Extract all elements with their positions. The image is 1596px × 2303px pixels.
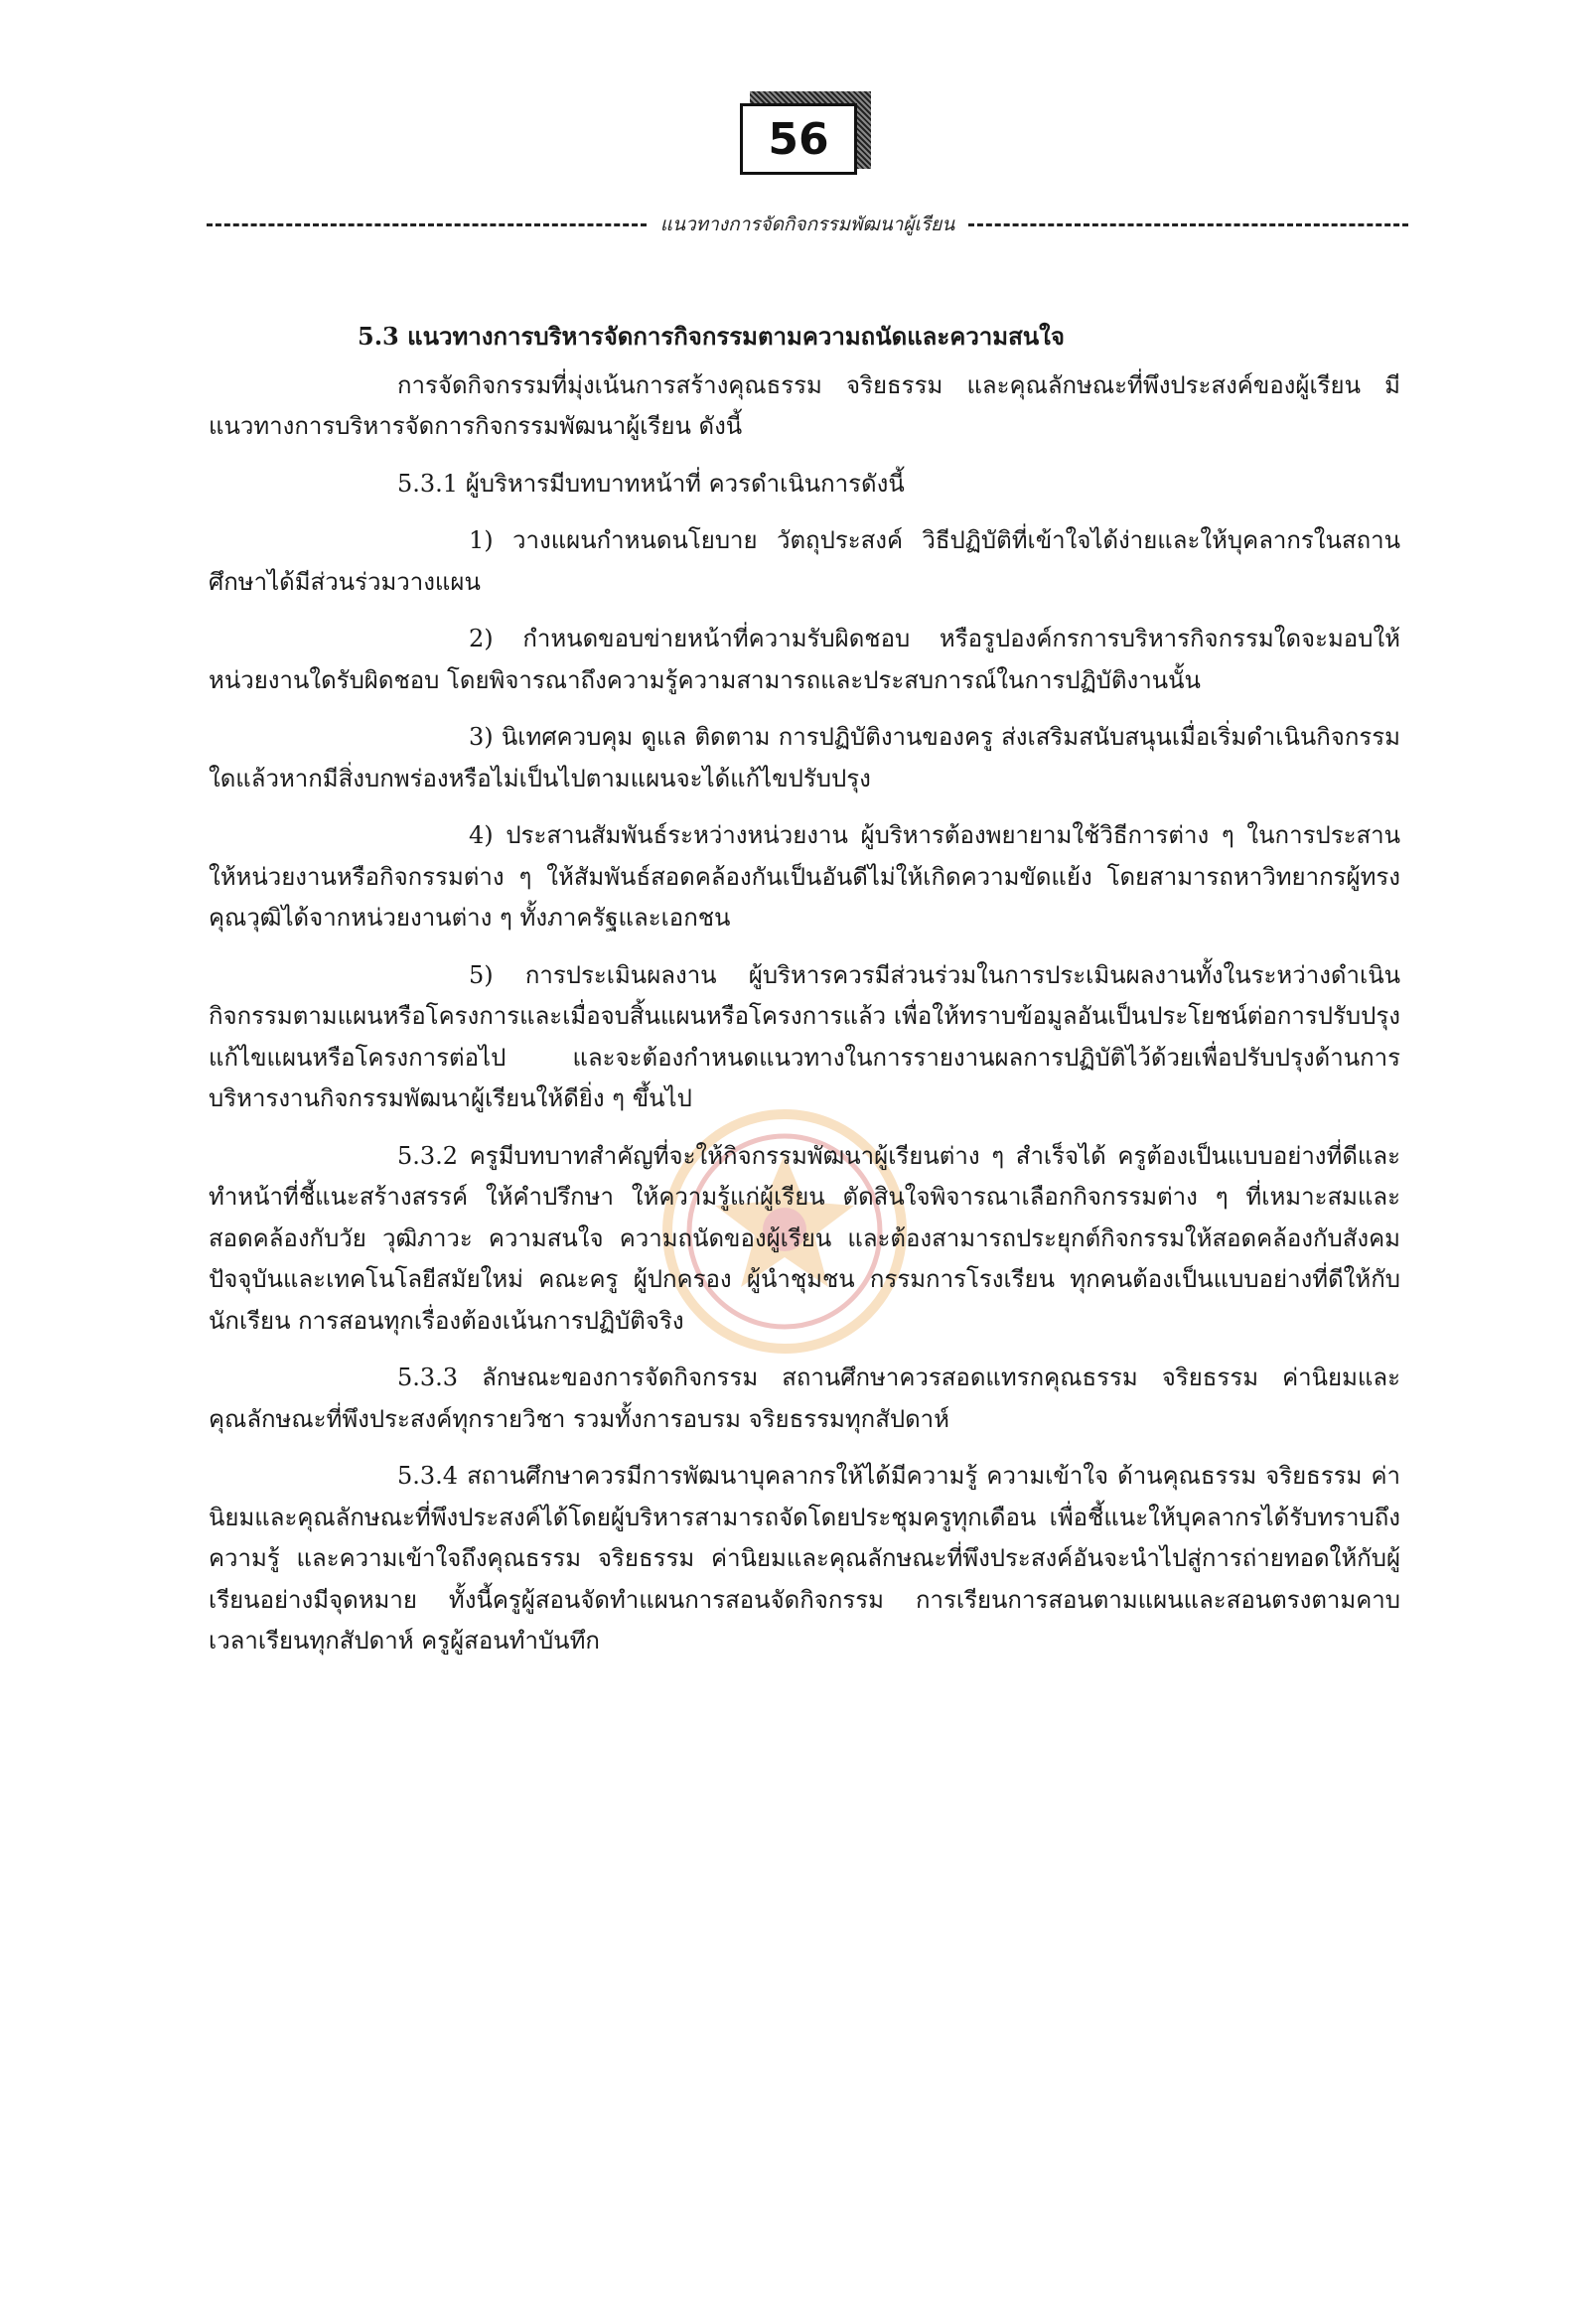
list-item: 4) ประสานสัมพันธ์ระหว่างหน่วยงาน ผู้บริหารต้องพยายามใช้วิธีการต่าง ๆ ในการประสานให้หน่วยงานหรือกิจกรรมต่าง ๆ ให้สัมพันธ์สอดคล้องกันเป็นอันดีไม่ให้เกิดความขัดแย้ง โดยสามารถหาวิทยากรผู้ทรงคุณวุฒิได้จากหน่วยงานต่าง ๆ ทั้งภาครัฐและเอกชน — [209, 821, 1400, 932]
running-header — [207, 211, 1408, 238]
list-item: 1) วางแผนกำหนดนโยบาย วัตถุประสงค์ วิธีปฏิบัติที่เข้าใจได้ง่ายและให้บุคลากรในสถานศึกษาได้มีส่วนร่วมวางแผน — [209, 526, 1400, 596]
header-rule-left — [207, 223, 647, 226]
section-heading: 5.3 แนวทางการบริหารจัดการกิจกรรมตามความถนัดและความสนใจ — [358, 322, 1065, 351]
list-item: 3) นิเทศควบคุม ดูแล ติดตาม การปฏิบัติงานของครู ส่งเสริมสนับสนุนเมื่อเริ่มดำเนินกิจกรรมใดแล้วหากมีสิ่งบกพร่องหรือไม่เป็นไปตามแผนจะได้แก้ไขปรับปรุง — [209, 723, 1400, 792]
subsection-5-3-3: 5.3.3 ลักษณะของการจัดกิจกรรม สถานศึกษาควรสอดแทรกคุณธรรม จริยธรรม ค่านิยมและคุณลักษณะที่พึงประสงค์ทุกรายวิชา รวมทั้งการอบรม จริยธรรมทุกสัปดาห์ — [209, 1364, 1400, 1433]
page-number-frame — [740, 99, 869, 179]
header-rule-right — [968, 223, 1408, 226]
running-header-title: แนวทางการจัดกิจกรรมพัฒนาผู้เรียน — [659, 214, 955, 235]
subsection-5-3-1: 5.3.1 ผู้บริหารมีบทบาทหน้าที่ ควรดำเนินการดังนี้ — [397, 469, 905, 498]
document-body — [209, 316, 1400, 1678]
subsection-5-3-4: 5.3.4 สถานศึกษาควรมีการพัฒนาบุคลากรให้ได้มีความรู้ ความเข้าใจ ด้านคุณธรรม จริยธรรม ค่านิยมและคุณลักษณะที่พึงประสงค์ได้โดยผู้บริหารสามารถจัดโดยประชุมครูทุกเดือน เพื่อชี้แนะให้บุคลากรได้รับทราบถึงความรู้ และความเข้าใจถึงคุณธรรม จริยธรรม ค่านิยมและคุณลักษณะที่พึงประสงค์อันจะนำไปสู่การถ่ายทอดให้กับผู้เรียนอย่างมีจุดหมาย ทั้งนี้ครูผู้สอนจัดทำแผนการสอนจัดกิจกรรม การเรียนการสอนตามแผนและสอนตรงตามคาบเวลาเรียนทุกสัปดาห์ ครูผู้สอนทำบันทึก — [209, 1462, 1400, 1655]
page-number: 56 — [740, 103, 857, 175]
subsection-5-3-2: 5.3.2 ครูมีบทบาทสำคัญที่จะให้กิจกรรมพัฒนาผู้เรียนต่าง ๆ สำเร็จได้ ครูต้องเป็นแบบอย่างที่ดีและทำหน้าที่ชี้แนะสร้างสรรค์ ให้คำปรึกษา ให้ความรู้แก่ผู้เรียน ตัดสินใจพิจารณาเลือกกิจกรรมต่าง ๆ ที่เหมาะสมและสอดคล้องกับวัย วุฒิภาวะ ความสนใจ ความถนัดของผู้เรียน และต้องสามารถประยุกต์กิจกรรมให้สอดคล้องกับสังคมปัจจุบันและเทคโนโลยีสมัยใหม่ คณะครู ผู้ปกครอง ผู้นำชุมชน กรรมการโรงเรียน ทุกคนต้องเป็นแบบอย่างที่ดีให้กับนักเรียน การสอนทุกเรื่องต้องเน้นการปฏิบัติจริง — [209, 1141, 1400, 1335]
section-intro: การจัดกิจกรรมที่มุ่งเน้นการสร้างคุณธรรม จริยธรรม และคุณลักษณะที่พึงประสงค์ของผู้เรียน มีแนวทางการบริหารจัดการกิจกรรมพัฒนาผู้เรียน ดังนี้ — [209, 370, 1400, 440]
list-item: 2) กำหนดขอบข่ายหน้าที่ความรับผิดชอบ หรือรูปองค์กรการบริหารกิจกรรมใดจะมอบให้หน่วยงานใดรับผิดชอบ โดยพิจารณาถึงความรู้ความสามารถและประสบการณ์ในการปฏิบัติงานนั้น — [209, 625, 1400, 694]
list-item: 5) การประเมินผลงาน ผู้บริหารควรมีส่วนร่วมในการประเมินผลงานทั้งในระหว่างดำเนินกิจกรรมตามแผนหรือโครงการและเมื่อจบสิ้นแผนหรือโครงการแล้ว เพื่อให้ทราบข้อมูลอันเป็นประโยชน์ต่อการปรับปรุงแก้ไขแผนหรือโครงการต่อไป และจะต้องกำหนดแนวทางในการรายงานผลการปฏิบัติไว้ด้วยเพื่อปรับปรุงด้านการบริหารงานกิจกรรมพัฒนาผู้เรียนให้ดียิ่ง ๆ ขึ้นไป — [209, 960, 1400, 1112]
